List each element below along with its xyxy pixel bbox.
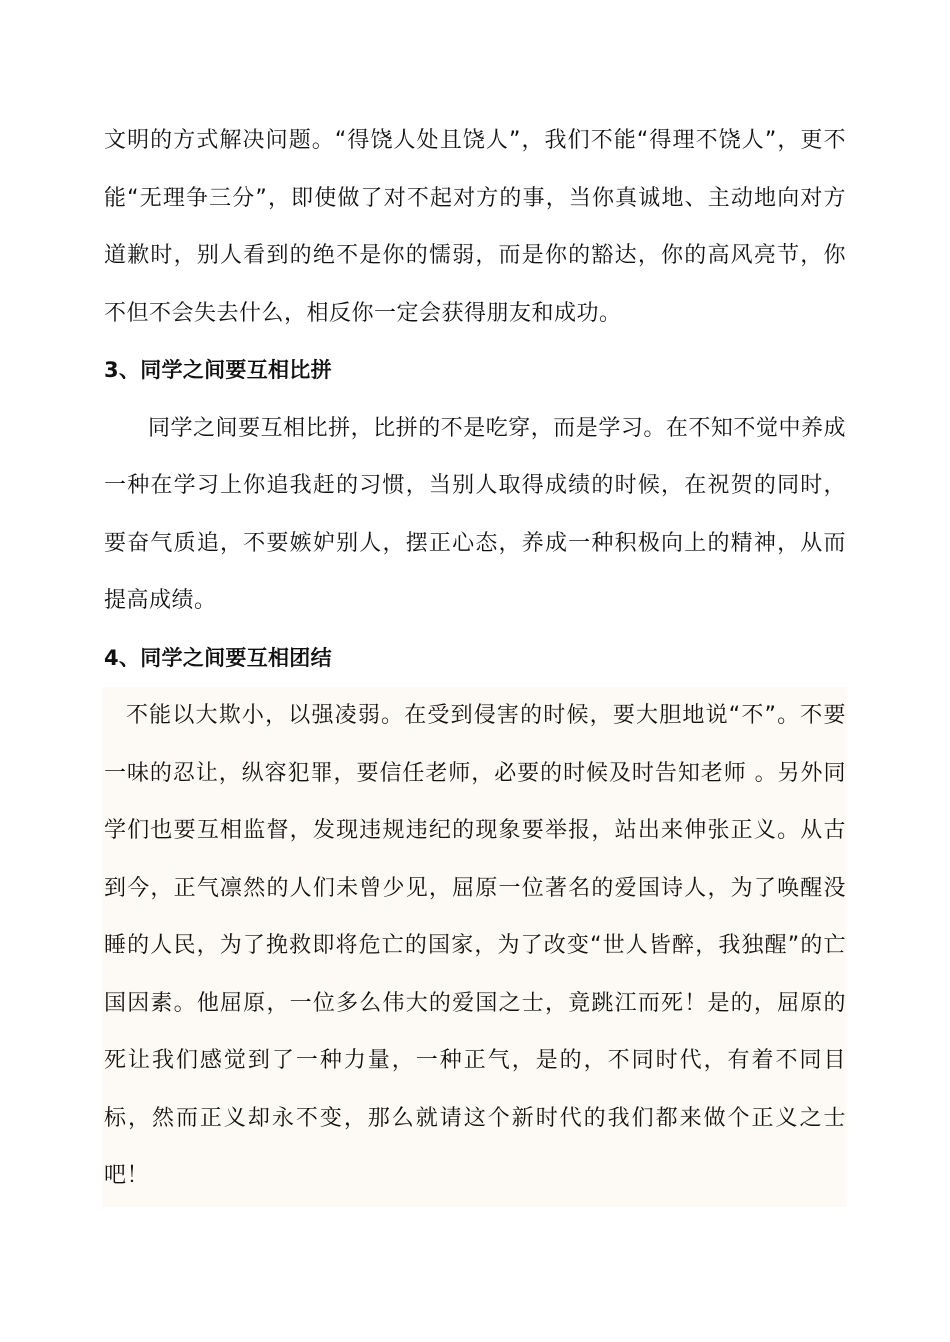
section-heading-4: 4、同学之间要互相团结	[104, 645, 332, 670]
paragraph-continuation: 文明的方式解决问题。“得饶人处且饶人”，我们不能“得理不饶人”，更不能“无理争三分”，即使做了对不起对方的事，当你真诚地、主动地向对方道歉时，别人看到的绝不是你的懦弱，而是你的豁达，你的高风亮节，你不但不会失去什么，相反你一定会获得朋友和成功。	[104, 128, 846, 326]
section-heading-3: 3、同学之间要互相比拼	[104, 358, 332, 382]
highlighted-block	[102, 687, 846, 1207]
paragraph-section-4: 不能以大欺小，以强凌弱。在受到侵害的时候，要大胆地说“不”。不要一味的忍让，纵容犯罪，要信任老师，必要的时候及时告知老师 。另外同学们也要互相监督，发现违规违纪的现象要举报，站出来伸张正义。从古到今，正气凛然的人们未曾少见，屈原一位著名的爱国诗人，为了唤醒没睡的人民，为了挽救即将危亡的国家，为了改变“世人皆醉，我独醒”的亡国因素。他屈原，一位多么伟大的爱国之士，竟跳江而死！是的，屈原的死让我们感觉到了一种力量，一种正气，是的，不同时代，有着不同目标，然而正义却永不变，那么就请这个新时代的我们都来做个正义之士吧！	[104, 703, 846, 1188]
document-body	[104, 112, 846, 1207]
paragraph-section-3: 同学之间要互相比拼，比拼的不是吃穿，而是学习。在不知不觉中养成一种在学习上你追我赶的习惯，当别人取得成绩的时候，在祝贺的同时，要奋气质追，不要嫉妒别人，摆正心态，养成一种积极向上的精神，从而提高成绩。	[104, 415, 846, 613]
